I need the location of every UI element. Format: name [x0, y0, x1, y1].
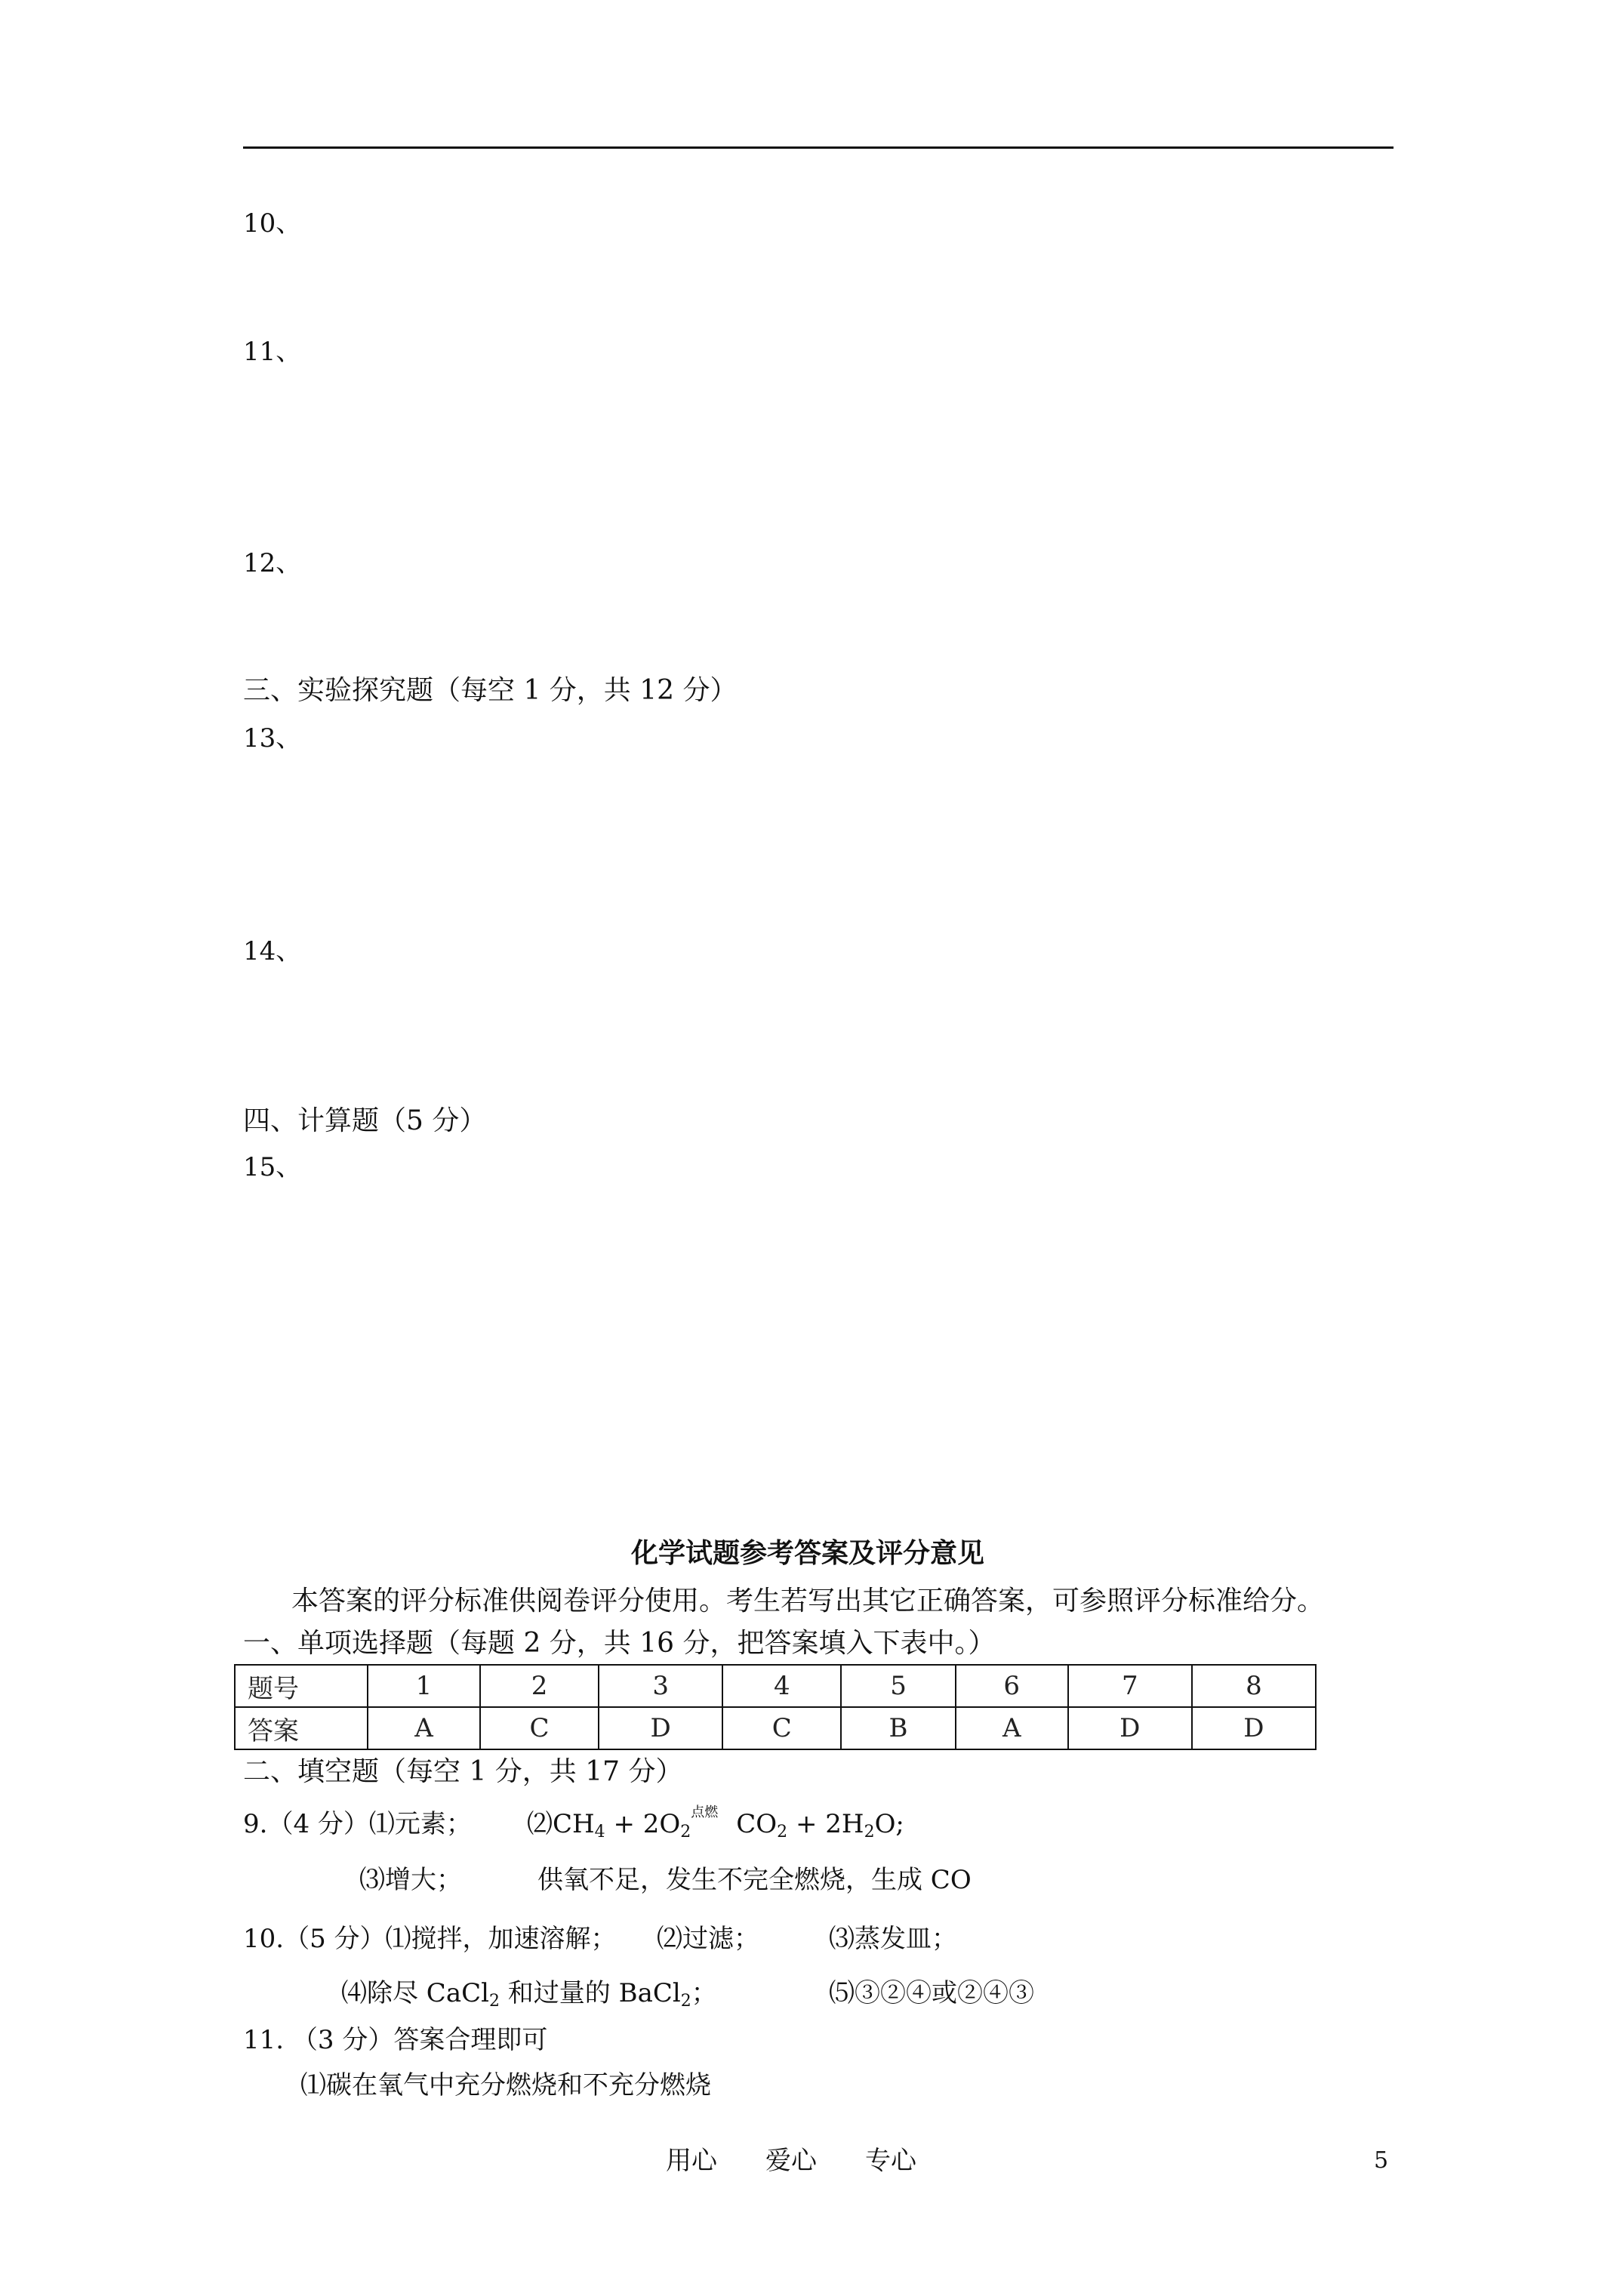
a10-text: 和过量的 BaCl	[499, 1978, 681, 2008]
answer-cell: D	[1192, 1707, 1316, 1749]
answer-cell: D	[599, 1707, 722, 1749]
answer-line-12: 12、	[243, 548, 302, 578]
question-number: 4	[722, 1665, 841, 1707]
footer-motto-2: 爱心	[765, 2146, 817, 2176]
question-number: 5	[841, 1665, 955, 1707]
footer-motto-3: 专心	[865, 2146, 916, 2176]
table-row-answers	[235, 1707, 1316, 1749]
header-rule	[243, 146, 1394, 149]
answer-cell: C	[722, 1707, 841, 1749]
answer-9-part1: 9.（4 分）⑴元素；	[243, 1809, 472, 1839]
answer-key-intro: 本答案的评分标准供阅卷评分使用。考生若写出其它正确答案，可参照评分标准给分。	[291, 1586, 1325, 1616]
a10-text: ⑷除尽 CaCl	[341, 1978, 489, 2008]
a10-sub: 2	[680, 1992, 691, 2011]
section-1-heading: 一、单项选择题（每题 2 分，共 16 分，把答案填入下表中。）	[243, 1628, 996, 1659]
answer-cell: D	[1068, 1707, 1192, 1749]
answer-table	[234, 1664, 1317, 1750]
eq-plus-o: + 2O	[605, 1809, 681, 1839]
answer-cell: A	[956, 1707, 1068, 1749]
eq-sub: 4	[594, 1823, 605, 1841]
answer-cell: B	[841, 1707, 955, 1749]
condition-label: 点燃	[691, 1804, 719, 1820]
answer-line-15: 15、	[243, 1152, 302, 1182]
answer-line-11: 11、	[243, 337, 302, 367]
answer-9-part3: ⑶增大；	[359, 1865, 462, 1895]
answer-line-14: 14、	[243, 936, 302, 966]
a10-sub: 2	[488, 1992, 500, 2011]
question-number: 8	[1192, 1665, 1316, 1707]
answer-key-title: 化学试题参考答案及评分意见	[631, 1537, 985, 1569]
eq-sub: 2	[777, 1823, 788, 1841]
answer-11-line1: 11. （3 分）答案合理即可	[243, 2025, 548, 2055]
reaction-condition	[691, 1804, 736, 1832]
answer-10-part3: ⑶蒸发皿；	[829, 1924, 957, 1954]
question-number: 6	[956, 1665, 1068, 1707]
section-4-heading: 四、计算题（5 分）	[243, 1105, 487, 1136]
table-header-label: 题号	[235, 1665, 368, 1707]
question-number: 2	[480, 1665, 599, 1707]
answer-line-10: 10、	[243, 208, 302, 239]
answer-9-part4: 供氧不足，发生不完全燃烧，生成 CO	[537, 1865, 972, 1895]
eq-end: O;	[874, 1809, 904, 1839]
section-2-heading: 二、填空题（每空 1 分，共 17 分）	[243, 1756, 683, 1787]
answer-10-part1: 10.（5 分）⑴搅拌，加速溶解；	[243, 1924, 617, 1954]
eq-sub: 2	[680, 1823, 691, 1841]
answer-10-part5: ⑸③②④或②④③	[829, 1978, 1034, 2008]
eq-plus-h: + 2H	[787, 1809, 864, 1839]
answer-11-line2: ⑴碳在氧气中充分燃烧和不充分燃烧	[300, 2070, 711, 2100]
table-row-numbers	[235, 1665, 1316, 1707]
eq-sub: 2	[864, 1823, 875, 1841]
eq-co: CO	[736, 1809, 778, 1839]
answer-9-equation	[527, 1804, 904, 1848]
question-number: 3	[599, 1665, 722, 1707]
question-number: 7	[1068, 1665, 1192, 1707]
a10-text: ；	[691, 1978, 717, 2008]
page-number: 5	[1374, 2147, 1389, 2174]
footer-motto-1: 用心	[666, 2146, 717, 2176]
section-3-heading: 三、实验探究题（每空 1 分，共 12 分）	[243, 675, 738, 706]
answer-10-part2: ⑵过滤；	[657, 1924, 759, 1954]
eq-ch: ⑵CH	[527, 1809, 595, 1839]
answer-10-part4	[341, 1978, 717, 2017]
question-number: 1	[368, 1665, 480, 1707]
table-answer-label: 答案	[235, 1707, 368, 1749]
answer-cell: A	[368, 1707, 480, 1749]
answer-cell: C	[480, 1707, 599, 1749]
answer-line-13: 13、	[243, 723, 302, 754]
